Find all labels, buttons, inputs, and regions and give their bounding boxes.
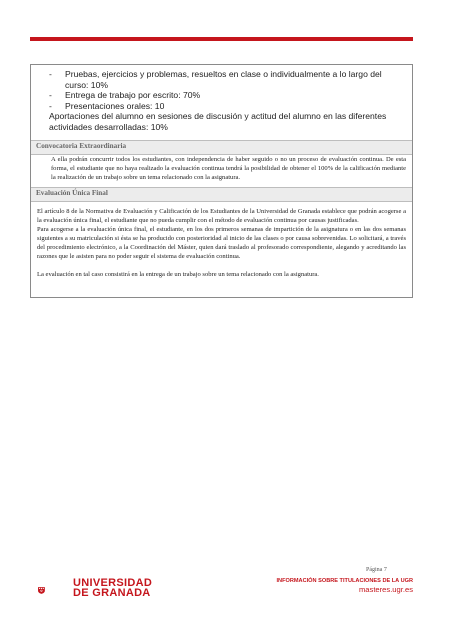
footer-info — [276, 578, 413, 594]
ordinary-evaluation-block — [32, 66, 411, 141]
paragraph: La evaluación en tal caso consistirá en la entrega de un trabajo sobre un tema relacionado con la asignatura. — [37, 271, 319, 278]
top-accent-bar — [30, 37, 413, 41]
list-item: - Presentaciones orales: 10 — [49, 100, 165, 111]
paragraph: Para acogerse a la evaluación única final, el estudiante, en los dos primeros semanas de impartición de la asignatura o en las dos semanas siguientes a su matriculación si ésta se ha producido con posterioridad al inicio de las clases o por causa sobrevenidas. Lo solicitará, a través del procedimiento electrónico, a la Coordinación del Máster, quien dará traslado al profesorado correspondiente, alegando y acreditando las razones que le asisten para no poder seguir el sistema de evaluación continua. — [37, 226, 406, 260]
list-item: - Pruebas, ejercicios y problemas, resueltos en clase o individualmente a lo largo del curso: 10% — [49, 69, 382, 90]
evaluacion-unica-text — [37, 207, 406, 279]
convocatoria-title: Convocatoria Extraordinaria — [36, 142, 127, 150]
site-url[interactable]: masteres.ugr.es — [358, 585, 413, 594]
list-item: - Entrega de trabajo por escrito: 70% — [49, 90, 201, 101]
convocatoria-text: A ella podrán concurrir todos los estudiantes, con independencia de haber seguido o no un proceso de evaluación continua. De esta forma, el estudiante que no haya realizado la evaluación continua tendrá la posibilidad de obtener el 100% de la calificación mediante la realización de un trabajo sobre un tema relacionado con la asignatura. — [51, 156, 406, 181]
info-line: INFORMACIÓN SOBRE TITULACIONES DE LA UGR — [276, 578, 413, 584]
aportaciones-text: Aportaciones del alumno en sesiones de discusión y actitud del alumno en las diferentes actividades desarrolladas: 10% — [49, 111, 387, 132]
convocatoria-header — [31, 140, 412, 155]
page-number: Página 7 — [366, 567, 387, 573]
evaluation-table — [30, 64, 413, 298]
paragraph: El artículo 8 de la Normativa de Evaluación y Calificación de los Estudiantes de la Universidad de Granada establece que podrán acogerse a la evaluación única final, el estudiante que no pueda cumplir con el método de evaluación continua por causas justificadas. — [37, 208, 406, 224]
university-name: UNIVERSIDAD DE GRANADA — [73, 577, 153, 599]
evaluacion-unica-header — [31, 187, 412, 202]
university-crest-icon — [37, 575, 71, 605]
evaluacion-unica-title: Evaluación Única Final — [36, 189, 108, 197]
criteria-list — [49, 69, 404, 133]
